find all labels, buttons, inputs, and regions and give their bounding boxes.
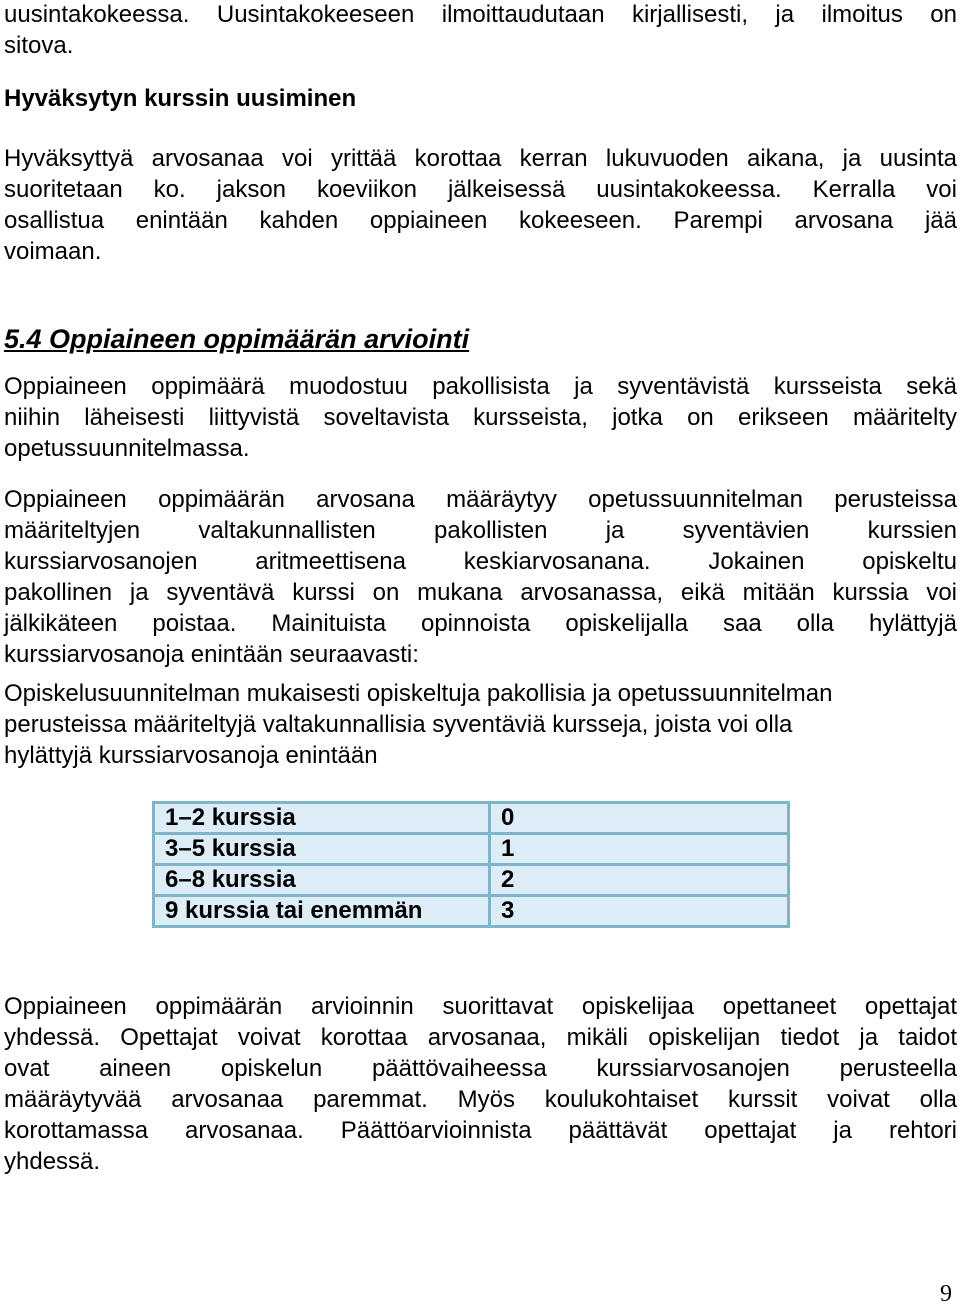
- p2-line-2: määriteltyjen valtakunnallisten pakollisten ja syventävien kurssien: [4, 517, 957, 544]
- p4-line-1: Oppiaineen oppimäärän arvioinnin suorittavat opiskelijaa opettaneet opettajat: [4, 993, 957, 1020]
- table-cell-allowed: 2: [490, 865, 789, 896]
- p1-line-2: niihin läheisesti liittyvistä soveltavista kursseista, jotka on erikseen määritelty: [4, 404, 957, 431]
- improving-line-2: suoritetaan ko. jakson koeviikon jälkeisessä uusintakokeessa. Kerralla voi: [4, 176, 957, 203]
- p3-line-1: Opiskelusuunnitelman mukaisesti opiskeltuja pakollisia ja opetussuunnitelman: [4, 680, 833, 707]
- p2-line-5: jälkikäteen poistaa. Mainituista opinnoista opiskelijalla saa olla hylättyjä: [4, 610, 957, 637]
- p4-line-4: määräytyvää arvosanaa paremmat. Myös koulukohtaiset kurssit voivat olla: [4, 1086, 957, 1113]
- improving-line-4: voimaan.: [4, 238, 102, 265]
- p2-line-4: pakollinen ja syventävä kurssi on mukana arvosanassa, eikä mitään kurssia voi: [4, 579, 957, 606]
- paragraph-4: [4, 991, 957, 1177]
- improving-paragraph: [4, 143, 957, 267]
- p4-line-3: ovat aineen opiskelun päättövaiheessa kurssiarvosanojen perusteella: [4, 1055, 957, 1082]
- paragraph-1: [4, 371, 957, 464]
- p1-line-1: Oppiaineen oppimäärä muodostuu pakollisista ja syventävistä kursseista sekä: [4, 373, 957, 400]
- table-row: [154, 865, 789, 896]
- improving-line-3: osallistua enintään kahden oppiaineen kokeeseen. Parempi arvosana jää: [4, 207, 957, 234]
- table-cell-allowed: 3: [490, 896, 789, 927]
- failed-grades-table: [152, 801, 790, 928]
- paragraph-3: [4, 678, 957, 771]
- table-cell-courses: 1–2 kurssia: [154, 803, 490, 834]
- p4-line-5: korottamassa arvosanaa. Päättöarvioinnista päättävät opettajat ja rehtori: [4, 1117, 957, 1144]
- p4-line-2: yhdessä. Opettajat voivat korottaa arvosanaa, mikäli opiskelijan tiedot ja taidot: [4, 1024, 957, 1051]
- p2-line-1: Oppiaineen oppimäärän arvosana määräytyy opetussuunnitelman perusteissa: [4, 486, 957, 513]
- section-heading-5-4: 5.4 Oppiaineen oppimäärän arviointi: [4, 324, 470, 354]
- table-cell-allowed: 1: [490, 834, 789, 865]
- intro-line-1: uusintakokeessa. Uusintakokeeseen ilmoittaudutaan kirjallisesti, ja ilmoitus on: [4, 1, 957, 28]
- table-row: [154, 834, 789, 865]
- p4-line-6: yhdessä.: [4, 1148, 101, 1175]
- table-cell-allowed: 0: [490, 803, 789, 834]
- table-row: [154, 896, 789, 927]
- table-cell-courses: 9 kurssia tai enemmän: [154, 896, 490, 927]
- page-number: 9: [940, 1281, 952, 1307]
- intro-line-2: sitova.: [4, 32, 74, 59]
- improving-line-1: Hyväksyttyä arvosanaa voi yrittää korottaa kerran lukuvuoden aikana, ja uusinta: [4, 145, 957, 172]
- paragraph-2: [4, 484, 957, 670]
- table-cell-courses: 3–5 kurssia: [154, 834, 490, 865]
- intro-paragraph: [4, 0, 957, 61]
- table-cell-courses: 6–8 kurssia: [154, 865, 490, 896]
- p2-line-6: kurssiarvosanoja enintään seuraavasti:: [4, 641, 419, 668]
- section-heading-improving: Hyväksytyn kurssin uusiminen: [4, 85, 357, 112]
- p3-line-3: hylättyjä kurssiarvosanoja enintään: [4, 742, 378, 769]
- p1-line-3: opetussuunnitelmassa.: [4, 435, 250, 462]
- p2-line-3: kurssiarvosanojen aritmeettisena keskiarvosanana. Jokainen opiskeltu: [4, 548, 957, 575]
- table-row: [154, 803, 789, 834]
- p3-line-2: perusteissa määriteltyjä valtakunnallisia syventäviä kursseja, joista voi olla: [4, 711, 793, 738]
